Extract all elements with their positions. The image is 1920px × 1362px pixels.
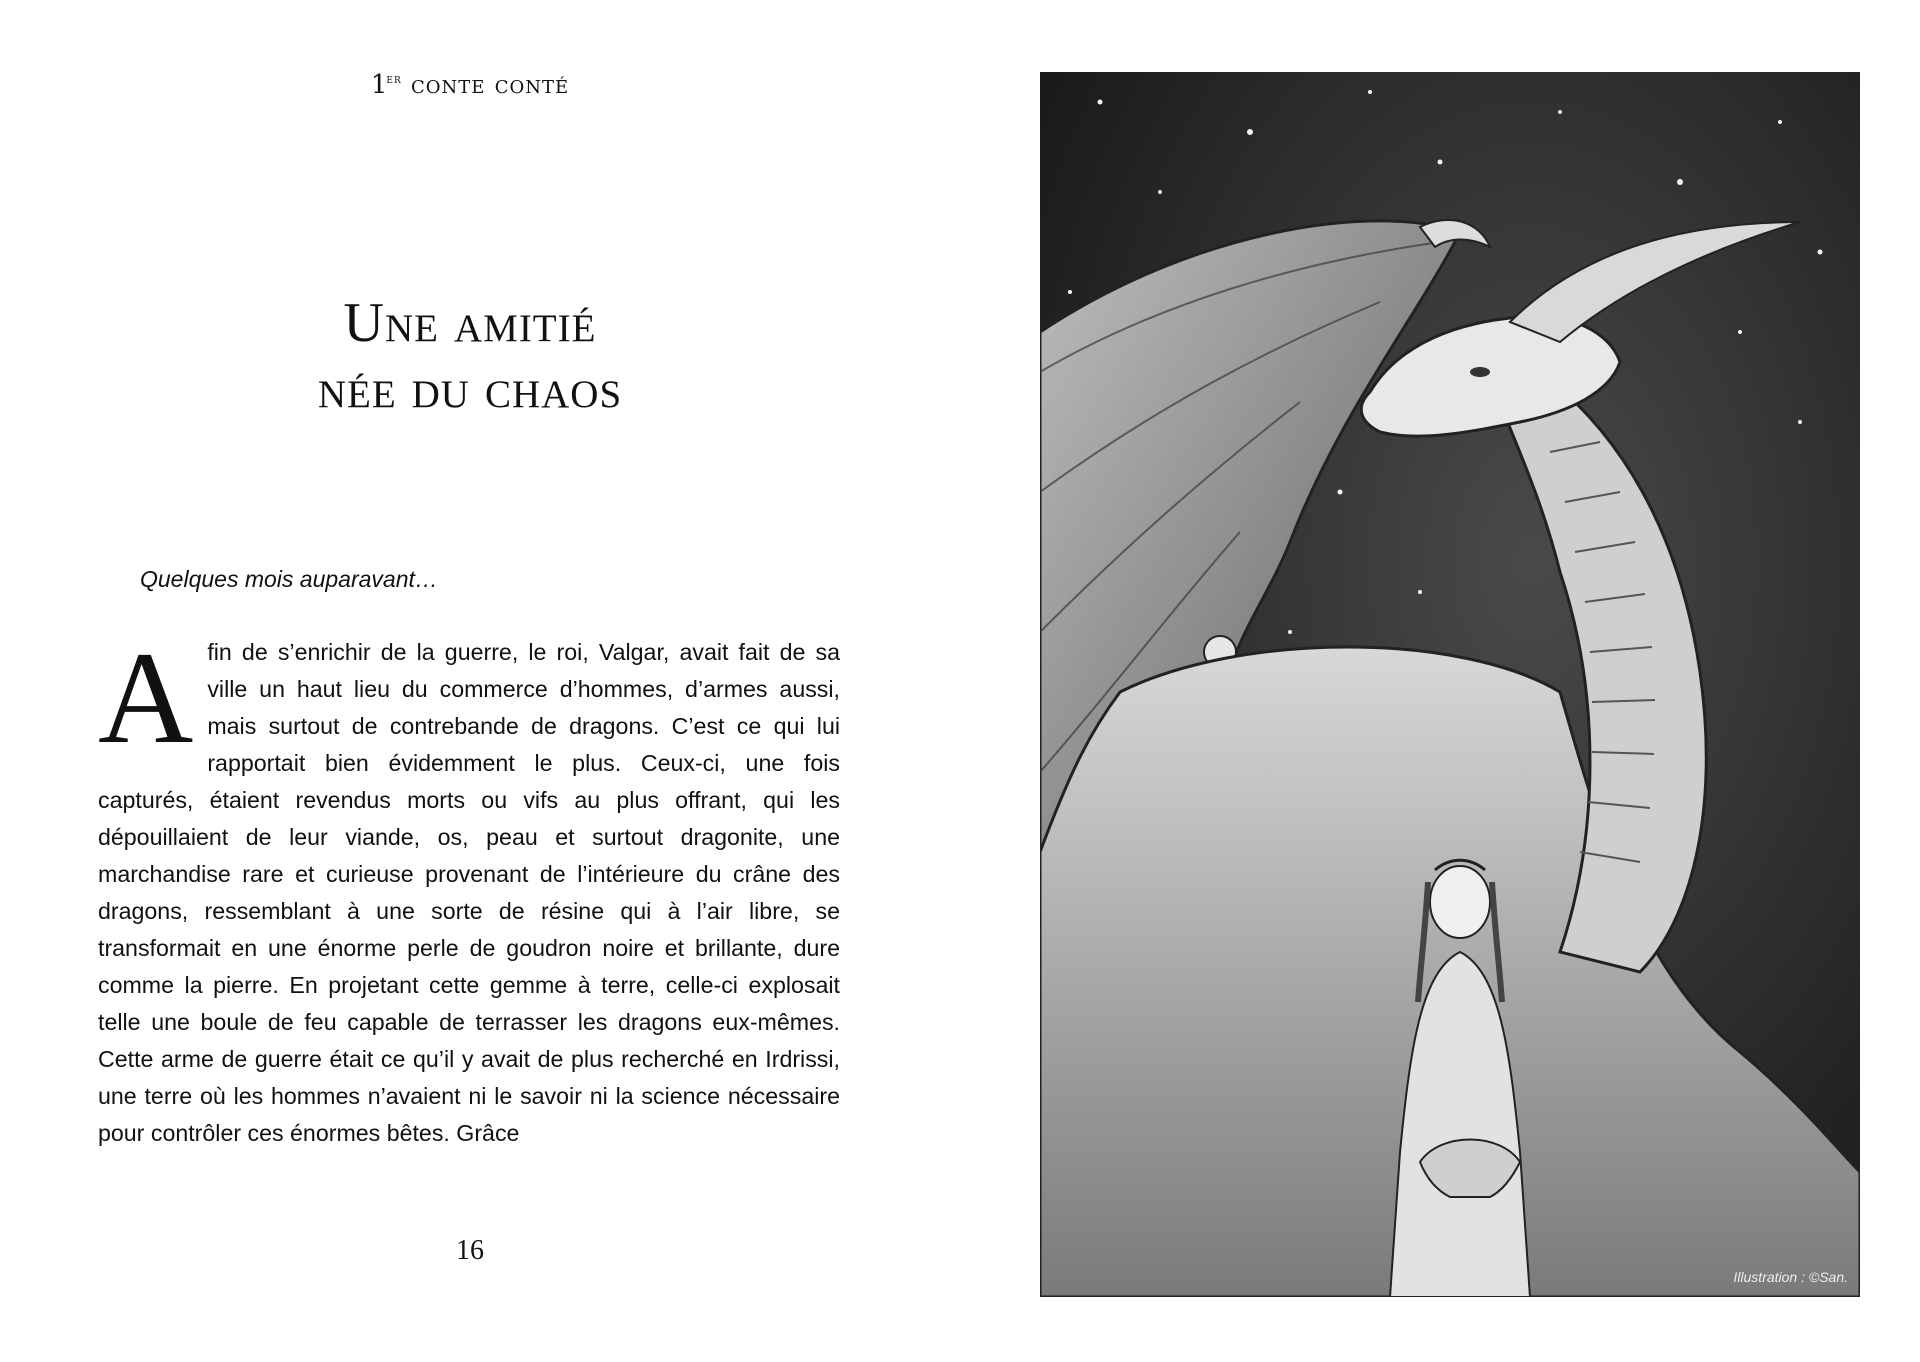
page-number: 16 — [456, 1235, 484, 1266]
header-number: 1 — [370, 70, 389, 100]
drop-cap: A — [98, 624, 194, 771]
dragon-and-girl-artwork — [1040, 72, 1860, 1297]
chapter-title — [0, 290, 940, 422]
paragraph-text: fin de s’enrichir de la guerre, le roi, Valgar, avait fait de sa ville un haut lieu du commerce d’hommes, d’armes aussi, mais surtout de contrebande de dragons. C’est ce qui lui rapportait bien évidemment le plus. Ceux-ci, une fois capturés, étaient revendus morts ou vifs au plus offrant, qui les dépouillaient de leur viande, os, peau et surtout dragonite, une marchandise rare et curieuse provenant de l’intérieure du crâne des dragons, ressemblant à une sorte de résine qui à l’air libre, se transformait en une énorme perle de goudron noire et brillante, dure comme la pierre. En projetant cette gemme à terre, celle-ci explosait telle une boule de feu capable de terrasser les dragons eux-mêmes. Cette arme de guerre était ce qu’il y avait de plus recherché en Irdrissi, une terre où les hommes n’avaient ni le savoir ni la science nécessaire pour contrôler ces énormes bêtes. Grâce — [98, 639, 840, 1146]
dragon-illustration — [1040, 72, 1860, 1297]
running-header — [0, 70, 940, 100]
illustration-credit: Illustration : ©San. — [1733, 1269, 1848, 1285]
intro-line: Quelques mois auparavant… — [140, 566, 438, 592]
header-suffix: er — [386, 72, 402, 87]
body-paragraph — [98, 624, 840, 1152]
header-label: conte conté — [401, 70, 570, 100]
dragon-eye — [1470, 367, 1490, 377]
chapter-title-line-2: née du chaos — [317, 358, 623, 420]
chapter-title-line-1: Une amitié — [343, 292, 597, 354]
